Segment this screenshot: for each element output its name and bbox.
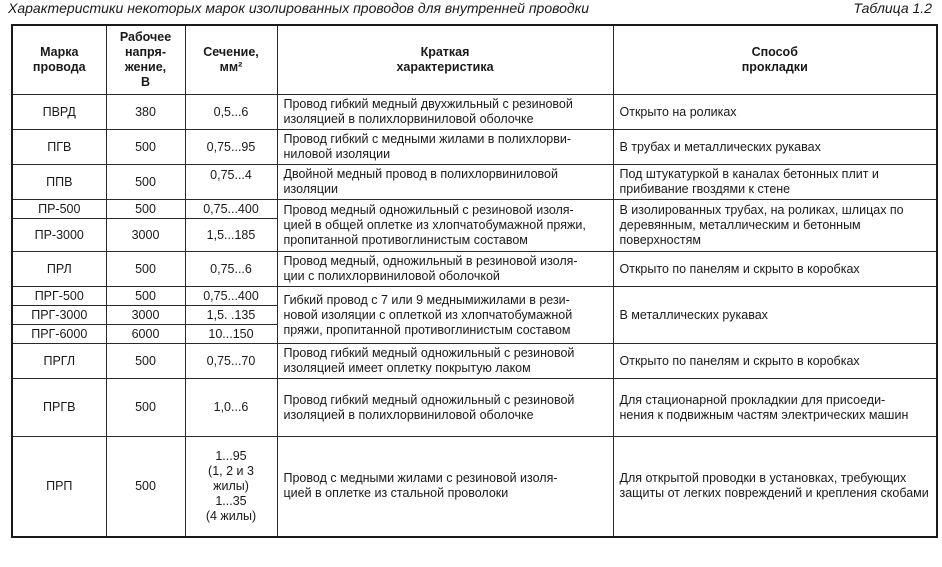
cell-brand: ПРГ-500	[12, 287, 106, 306]
cell-section: 1...95 (1, 2 и 3 жилы) 1...35 (4 жилы)	[185, 437, 277, 537]
table-row	[12, 200, 937, 219]
cell-brand: ПГВ	[12, 130, 106, 165]
cell-description: Провод медный одножильный с резиновой изоля- цией в общей оплетке из хлопчатобумажной пряжи, пропитанной противоглинистым составом	[277, 200, 613, 252]
cell-description: Провод гибкий медный двухжильный с резиновой изоляцией в полихлорвиниловой оболочке	[277, 95, 613, 130]
cell-voltage: 500	[106, 130, 185, 165]
cell-brand: ПВРД	[12, 95, 106, 130]
header-voltage: Рабочее напря- жение, В	[106, 25, 185, 95]
header-installation: Способ прокладки	[613, 25, 937, 95]
cell-voltage: 500	[106, 344, 185, 379]
header-section: Сечение, мм²	[185, 25, 277, 95]
cell-section: 10...150	[185, 325, 277, 344]
cell-description: Провод гибкий медный одножильный с резиновой изоляцией в полихлорвиниловой оболочке	[277, 379, 613, 437]
cell-voltage: 500	[106, 379, 185, 437]
cell-description: Провод гибкий медный одножильный с резиновой изоляцией имеет оплетку покрытую лаком	[277, 344, 613, 379]
table-row	[12, 379, 937, 437]
cell-brand: ППВ	[12, 165, 106, 200]
cell-section: 1,0...6	[185, 379, 277, 437]
cell-voltage: 500	[106, 252, 185, 287]
cell-description: Провод с медными жилами с резиновой изоля- цией в оплетке из стальной проволоки	[277, 437, 613, 537]
cell-section: 0,75...6	[185, 252, 277, 287]
table-caption	[8, 0, 934, 18]
cell-voltage: 3000	[106, 219, 185, 252]
cell-installation: В трубах и металлических рукавах	[613, 130, 937, 165]
cell-brand: ПРП	[12, 437, 106, 537]
cell-section: 0,75...4	[185, 165, 277, 200]
cell-voltage: 380	[106, 95, 185, 130]
table-row	[12, 252, 937, 287]
cell-brand: ПР-500	[12, 200, 106, 219]
cell-section: 1,5. .135	[185, 306, 277, 325]
cell-brand: ПРЛ	[12, 252, 106, 287]
cell-brand: ПРГ-6000	[12, 325, 106, 344]
cell-installation: Открыто по панелям и скрыто в коробках	[613, 252, 937, 287]
cell-brand: ПРГ-3000	[12, 306, 106, 325]
cell-section: 0,75...400	[185, 200, 277, 219]
cell-installation: Под штукатуркой в каналах бетонных плит и прибивание гвоздями к стене	[613, 165, 937, 200]
header-brand: Марка провода	[12, 25, 106, 95]
cell-brand: ПРГЛ	[12, 344, 106, 379]
table-row	[12, 344, 937, 379]
cell-installation: Открыто по панелям и скрыто в коробках	[613, 344, 937, 379]
cell-voltage: 6000	[106, 325, 185, 344]
cell-description: Провод медный, одножильный в резиновой изоля- ции с полихлорвиниловой оболочкой	[277, 252, 613, 287]
table-row	[12, 165, 937, 200]
table-title: Характеристики некоторых марок изолированных проводов для внутренней проводки	[8, 0, 590, 16]
cell-installation: В изолированных трубах, на роликах, шлицах по деревянным, металлическим и бетонным поверхностям	[613, 200, 937, 252]
cell-section: 0,75...400	[185, 287, 277, 306]
cell-voltage: 3000	[106, 306, 185, 325]
table-row	[12, 130, 937, 165]
cell-description: Двойной медный провод в полихлорвиниловой изоляции	[277, 165, 613, 200]
cell-installation: Для открытой проводки в установках, требующих защиты от легких повреждений и крепления скобами	[613, 437, 937, 537]
header-description: Краткая характеристика	[277, 25, 613, 95]
cell-section: 0,75...95	[185, 130, 277, 165]
cell-brand: ПРГВ	[12, 379, 106, 437]
cell-section: 0,75...70	[185, 344, 277, 379]
cell-voltage: 500	[106, 165, 185, 200]
table-number: Таблица 1.2	[853, 0, 932, 16]
table-row	[12, 95, 937, 130]
cell-voltage: 500	[106, 200, 185, 219]
cell-installation: Открыто на роликах	[613, 95, 937, 130]
table-row	[12, 437, 937, 537]
header-row	[12, 25, 937, 95]
cell-voltage: 500	[106, 437, 185, 537]
cell-description: Гибкий провод с 7 или 9 меднымижилами в рези- новой изоляции с оплеткой из хлопчатобумажной пряжи, пропитанной противоглинистым составом	[277, 287, 613, 344]
cell-voltage: 500	[106, 287, 185, 306]
wire-brands-table	[11, 24, 938, 538]
cell-brand: ПР-3000	[12, 219, 106, 252]
cell-description: Провод гибкий с медными жилами в полихлорви- ниловой изоляции	[277, 130, 613, 165]
cell-installation: В металлических рукавах	[613, 287, 937, 344]
cell-installation: Для стационарной прокладкии для присоеди- нения к подвижным частям электрических машин	[613, 379, 937, 437]
cell-section: 0,5...6	[185, 95, 277, 130]
cell-section: 1,5...185	[185, 219, 277, 252]
table-row	[12, 287, 937, 306]
